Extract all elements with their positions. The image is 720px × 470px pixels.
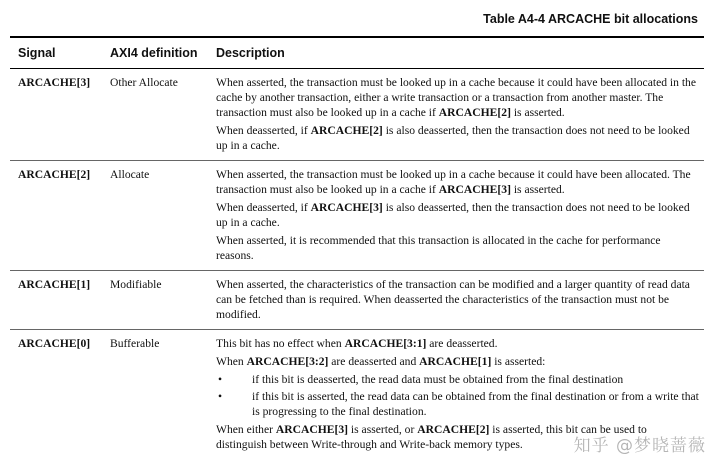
- arcache-table: [10, 36, 704, 459]
- text-run: When asserted, the transaction must be looked up in a cache because it could have been allocated in the cache by another transaction, either a write transaction or a transaction from another master. The transaction must also be looked up in a cache if: [216, 76, 696, 119]
- text-run: is asserted, or: [348, 423, 418, 436]
- signal-reference: ARCACHE[2]: [310, 124, 383, 137]
- description-cell: [210, 336, 704, 455]
- table-row: [10, 330, 704, 459]
- signal-reference: ARCACHE[2]: [438, 106, 511, 119]
- text-run: When deasserted, if: [216, 201, 311, 214]
- watermark-text: 知乎 @梦晓蔷薇: [573, 436, 706, 456]
- text-run: are deasserted.: [426, 337, 498, 350]
- definition-cell: Other Allocate: [110, 76, 178, 89]
- description-paragraph: [216, 200, 700, 230]
- definition-cell: Bufferable: [110, 337, 160, 350]
- definition-cell: Modifiable: [110, 278, 162, 291]
- signal-cell: ARCACHE[1]: [18, 278, 91, 291]
- text-run: When asserted, it is recommended that this transaction is allocated in the cache for performance reasons.: [216, 234, 661, 262]
- bullet-item: [216, 372, 700, 387]
- description-paragraph: [216, 75, 700, 120]
- table-row: [10, 161, 704, 271]
- text-run: are deasserted and: [328, 355, 420, 368]
- text-run: When either: [216, 423, 276, 436]
- text-run: is asserted:: [491, 355, 546, 368]
- text-run: is asserted.: [510, 183, 565, 196]
- text-run: When deasserted, if: [216, 124, 311, 137]
- header-axi4-definition: AXI4 definition: [110, 46, 198, 60]
- text-run: if this bit is deasserted, the read data must be obtained from the final destination: [252, 373, 624, 386]
- table-body: [10, 69, 704, 459]
- description-cell: [210, 277, 704, 325]
- description-paragraph: [216, 167, 700, 197]
- signal-reference: ARCACHE[1]: [419, 355, 492, 368]
- text-run: When asserted, the transaction must be looked up in a cache because it could have been allocated. The transaction must also be looked up in a cache if: [216, 168, 691, 196]
- description-paragraph: [216, 277, 700, 322]
- header-description: Description: [216, 46, 285, 60]
- table-row: [10, 271, 704, 330]
- table-header-row: [10, 38, 704, 69]
- description-paragraph: [216, 354, 700, 369]
- text-run: is also deasserted, then the transaction does not need to be looked up in a cache.: [216, 201, 690, 229]
- bullet-list: [216, 372, 700, 419]
- text-run: is also deasserted, then the transaction does not need to be looked up in a cache.: [216, 124, 690, 152]
- header-signal: Signal: [18, 46, 56, 60]
- table-caption: Table A4-4 ARCACHE bit allocations: [483, 12, 698, 26]
- signal-reference: ARCACHE[3:1]: [344, 337, 427, 350]
- text-run: is asserted, this bit can be used to distinguish between Write-through and Write-back memory types.: [216, 423, 647, 451]
- text-run: is asserted.: [510, 106, 565, 119]
- signal-reference: ARCACHE[3]: [310, 201, 383, 214]
- signal-cell: ARCACHE[0]: [18, 337, 91, 350]
- signal-reference: ARCACHE[2]: [417, 423, 490, 436]
- text-run: This bit has no effect when: [216, 337, 345, 350]
- description-paragraph: [216, 123, 700, 153]
- description-cell: [210, 75, 704, 156]
- text-run: When asserted, the characteristics of the transaction can be modified and a larger quantity of read data can be fetched than is required. When deasserted the characteristics of the transaction must not be modified.: [216, 278, 690, 321]
- signal-reference: ARCACHE[3:2]: [246, 355, 329, 368]
- text-run: if this bit is asserted, the read data can be obtained from the final destination or from a write that is progressing to the final destination.: [252, 390, 699, 418]
- signal-cell: ARCACHE[3]: [18, 76, 91, 89]
- description-paragraph: [216, 336, 700, 351]
- description-paragraph: [216, 233, 700, 263]
- bullet-item: [216, 389, 700, 419]
- description-cell: [210, 167, 704, 266]
- signal-cell: ARCACHE[2]: [18, 168, 91, 181]
- text-run: When: [216, 355, 247, 368]
- description-paragraph: [216, 422, 700, 452]
- signal-reference: ARCACHE[3]: [438, 183, 511, 196]
- signal-reference: ARCACHE[3]: [275, 423, 349, 436]
- table-row: [10, 69, 704, 161]
- definition-cell: Allocate: [110, 168, 150, 181]
